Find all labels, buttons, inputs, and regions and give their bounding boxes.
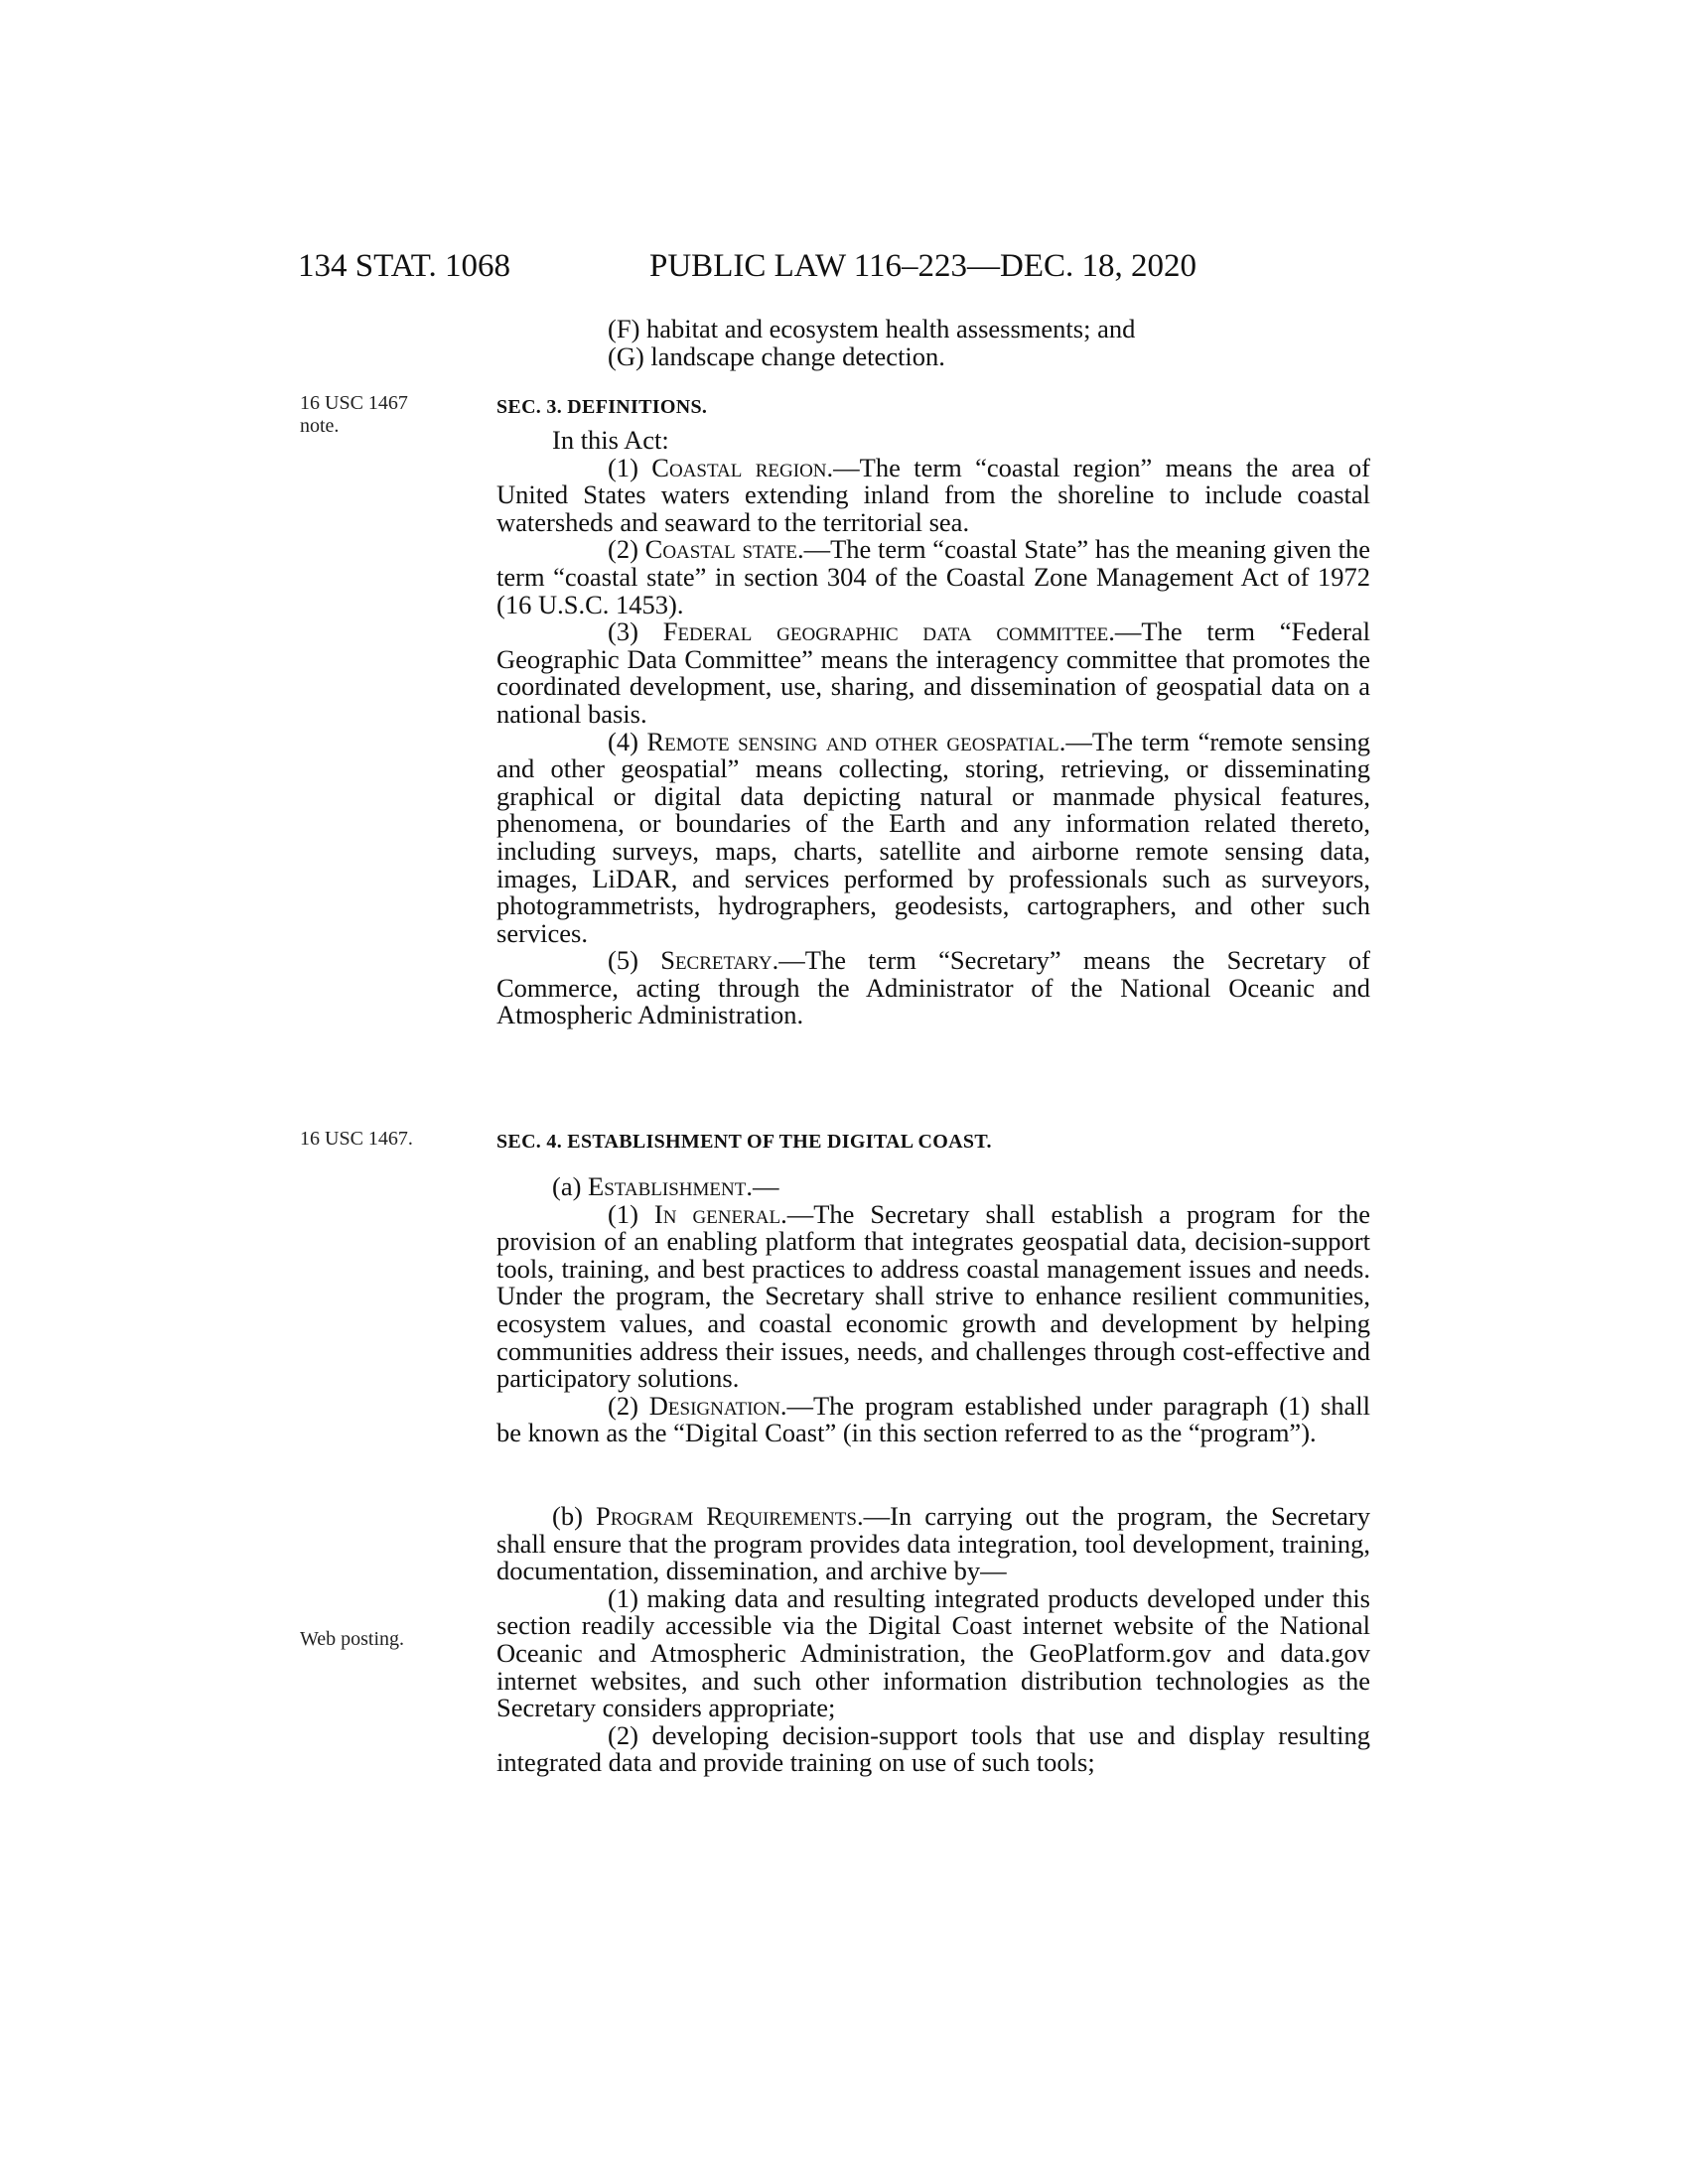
margin-note-sec3-line1: 16 USC 1467 [300,392,408,414]
paragraph-b1: (1) making data and resulting integrated products developed under this section readily accessible via the Digital Coast internet website of the National Oceanic and Atmospheric Administration, the GeoPlatform.gov and data.gov internet websites, and such other information distribution technologies as the Secretary considers appropriate; [496,1582,1370,1723]
page-law-header: PUBLIC LAW 116–223—DEC. 18, 2020 [649,248,1197,284]
sec3-intro: In this Act: [552,425,669,455]
paragraph-a2: (2) Designation.—The program established under paragraph (1) shall be known as the “Digital Coast” (in this section referred to as the “program”). [496,1390,1371,1448]
margin-note-sec3-line2: note. [300,415,340,437]
sec4-body [496,1173,1370,1447]
definition-3: (3) Federal geographic data committee.—The term “Federal Geographic Data Committee” means the interagency committee that promotes the coordinated development, use, sharing, and dissemination of geospatial data on a national basis. [496,616,1370,729]
definition-5: (5) Secretary.—The term “Secretary” means the Secretary of Commerce, acting through the Administrator of the National Oceanic and Atmospheric Administration. [496,945,1371,1030]
definition-3-term: Federal geographic data committee [662,616,1109,647]
margin-note-sec3 [300,392,449,438]
sec4-heading: SEC. 4. ESTABLISHMENT OF THE DIGITAL COAST. [496,1131,992,1153]
definition-2-term: Coastal state [644,534,797,565]
sec3-body [496,427,1370,1029]
margin-note-sec4: 16 USC 1467. [300,1128,413,1150]
continuation-list [496,316,1370,370]
definition-5-term: Secretary [660,945,773,976]
definition-1: (1) Coastal region.—The term “coastal region” means the area of United States waters extending inland from the shoreline to include coastal watersheds and seaward to the territorial sea. [496,452,1370,537]
definition-2: (2) Coastal state.—The term “coastal State” has the meaning given the term “coastal state” in section 304 of the Coastal Zone Management Act of 1972 (16 U.S.C. 1453). [496,534,1370,619]
paragraph-b2: (2) developing decision-support tools that use and display resulting integrated data and provide training on use of such tools; [496,1719,1370,1778]
sec3-heading: SEC. 3. DEFINITIONS. [496,396,708,418]
subsection-b [496,1503,1370,1777]
margin-note-web-posting: Web posting. [300,1628,405,1650]
definition-1-term: Coastal region [651,452,827,482]
definition-4: (4) Remote sensing and other geospatial.—The term “remote sensing and other geospatial” means collecting, storing, retrieving, or disseminating graphical or digital data depicting natural or manmade physical features, phenomena, or boundaries of the Earth and any information related thereto, including surveys, maps, charts, satellite and airborne remote sensing data, images, LiDAR, and services performed by professionals such as surveyors, photogrammetrists, hydrographers, geodesists, cartographers, and other such services. [496,726,1370,948]
definition-4-term: Remote sensing and other geospatial [646,726,1059,756]
page-stat-number: 134 STAT. 1068 [298,248,511,284]
paragraph-a1: (1) In general.—The Secretary shall establish a program for the provision of an enabling platform that integrates geospatial data, decision-support tools, training, and best practices to address coastal management issues and needs. Under the program, the Secretary shall strive to enhance resilient communities, ecosystem values, and coastal economic growth and development by helping communities address their issues, needs, and challenges through cost-effective and participatory solutions. [496,1198,1371,1394]
subsection-a-heading: (a) Establishment.— [552,1171,779,1201]
item-f: (F) habitat and ecosystem health assessments; and [608,314,1136,343]
item-g: (G) landscape change detection. [608,341,945,371]
subsection-b-text: (b) Program Requirements.—In carrying out the program, the Secretary shall ensure that the program provides data integration, tool development, training, documentation, dissemination, and archive by— [496,1501,1371,1586]
